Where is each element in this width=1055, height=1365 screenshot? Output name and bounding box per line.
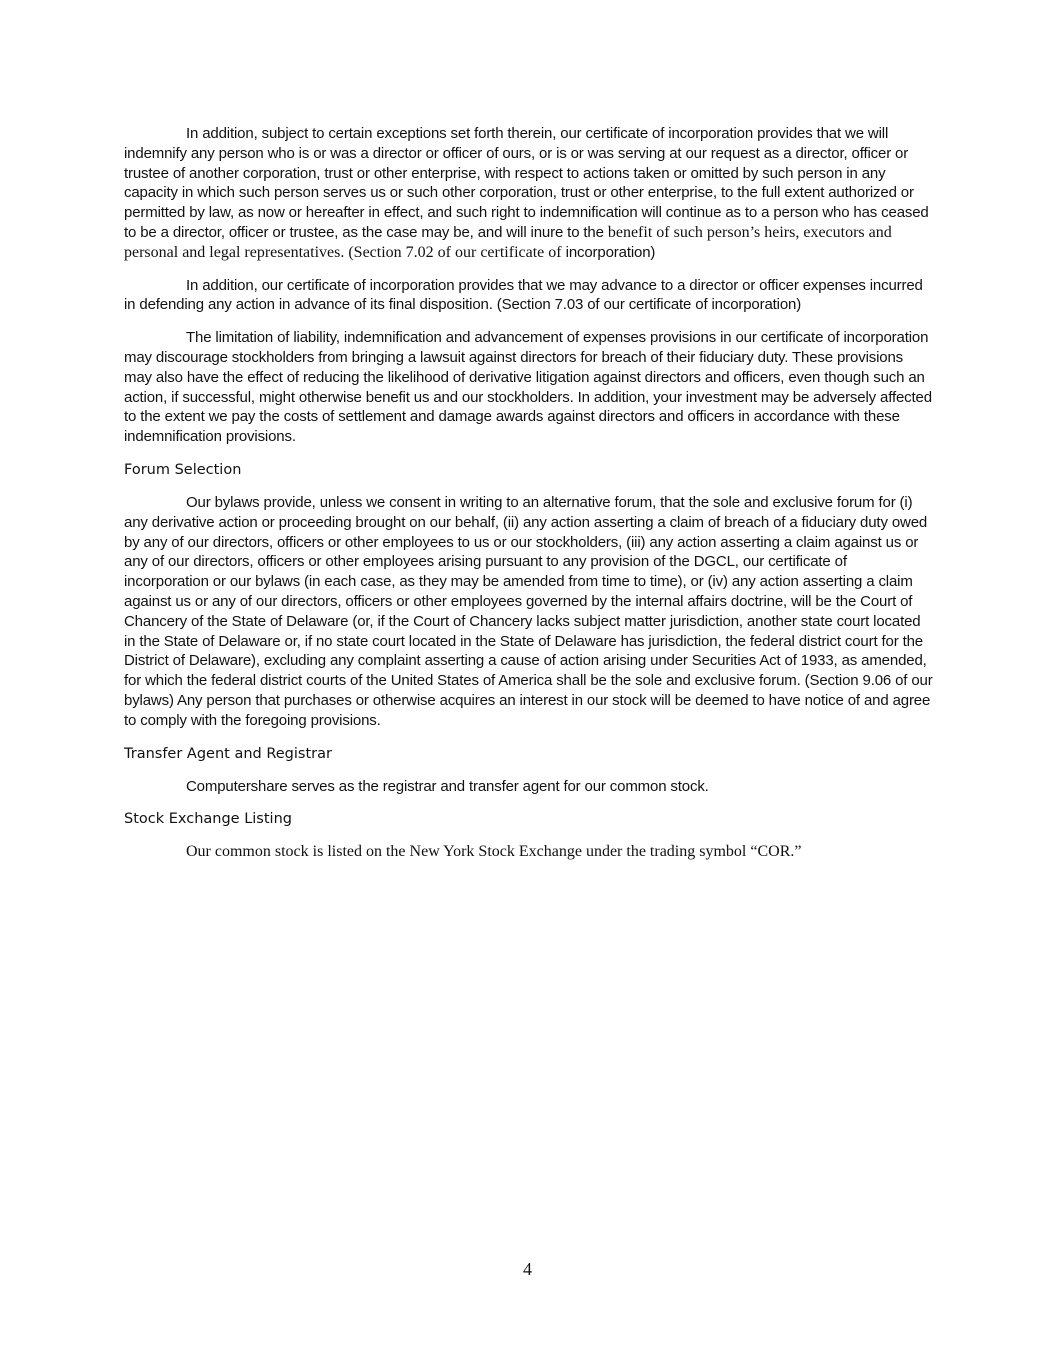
transfer-agent-heading: Transfer Agent and Registrar [124, 745, 332, 762]
stock-exchange-paragraph: Our common stock is listed on the New York Stock Exchange under the trading symbol “COR.” [186, 843, 802, 861]
indemnification-text-serif: benefit of such person’s heirs, executors and personal and legal representatives. (Section 7.02 of our certificate of [124, 223, 892, 261]
advancement-paragraph: In addition, our certificate of incorporation provides that we may advance to a director or officer expenses incurred in defending any action in advance of its final disposition. (Section 7.03 of our certificate of incorporation) [124, 276, 923, 314]
indemnification-text: In addition, subject to certain exceptions set forth therein, our certificate of incorporation provides that we will indemnify any person who is or was a director or officer of ours, or is or was serving at our request as a director, officer or trustee of another corporation, trust or other enterprise, with respect to actions taken or omitted by such person in any capacity in which such person serves us or such other corporation, trust or other enterprise, to the full extent authorized or permitted by law, as now or hereafter in effect, and such right to indemnification will continue as to a person who has ceased to be a director, officer or trustee, as the case may be, and will inure to the [124, 125, 929, 241]
document-body [124, 124, 934, 875]
stock-exchange-heading: Stock Exchange Listing [124, 811, 292, 828]
transfer-agent-paragraph: Computershare serves as the registrar and transfer agent for our common stock. [186, 777, 709, 795]
forum-selection-heading: Forum Selection [124, 461, 242, 478]
forum-selection-paragraph: Our bylaws provide, unless we consent in writing to an alternative forum, that the sole and exclusive forum for (i) any derivative action or proceeding brought on our behalf, (ii) any action asserting a claim of breach of a fiduciary duty owed by any of our directors, officers or other employees to us or our stockholders, (iii) any action asserting a claim against us or any of our directors, officers or other employees arising pursuant to any provision of the DGCL, our certificate of incorporation or our bylaws (in each case, as they may be amended from time to time), or (iv) any action asserting a claim against us or any of our directors, officers or other employees governed by the internal affairs doctrine, will be the Court of Chancery of the State of Delaware (or, if the Court of Chancery lacks subject matter jurisdiction, another state court located in the State of Delaware or, if no state court located in the State of Delaware has jurisdiction, the federal district court for the District of Delaware), excluding any complaint asserting a cause of action arising under Securities Act of 1933, as amended, for which the federal district courts of the United States of America shall be the sole and exclusive forum. (Section 9.06 of our bylaws) Any person that purchases or otherwise acquires an interest in our stock will be deemed to have notice of and agree to comply with the foregoing provisions. [124, 493, 933, 729]
indemnification-paragraph [124, 124, 934, 263]
limitation-paragraph: The limitation of liability, indemnification and advancement of expenses provisions in our certificate of incorporation may discourage stockholders from bringing a lawsuit against directors for breach of their fiduciary duty. These provisions may also have the effect of reducing the likelihood of derivative litigation against directors and officers, even though such an action, if successful, might otherwise benefit us and our stockholders. In addition, your investment may be adversely affected to the extent we pay the costs of settlement and damage awards against directors and officers in accordance with these indemnification provisions. [124, 329, 932, 446]
indemnification-text-tail: incorporation) [565, 243, 656, 261]
page-number: 4 [523, 1259, 532, 1279]
